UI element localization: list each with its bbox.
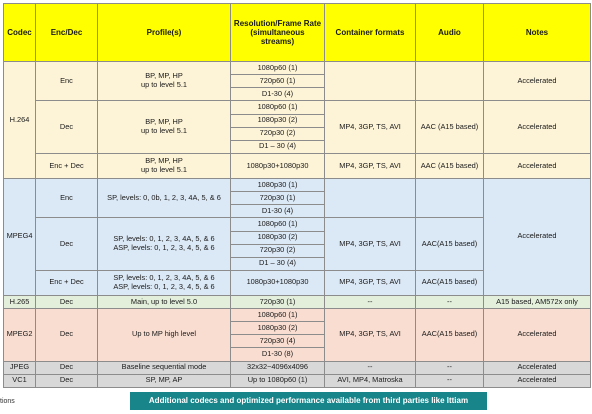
third-party-banner: Additional codecs and optimized performance available from third parties like Ittiam: [130, 392, 487, 410]
audio-cell: AAC (A15 based): [416, 153, 484, 178]
profile-cell: Baseline sequential mode: [98, 361, 231, 374]
codec-cell: H.265: [4, 295, 36, 308]
profile-cell: BP, MP, HP up to level 5.1: [98, 153, 231, 178]
header-profiles: Profile(s): [98, 4, 231, 62]
notes-cell: Accelerated: [484, 361, 591, 374]
codec-cell: MPEG2: [4, 309, 36, 362]
codec-cell: MPEG4: [4, 178, 36, 295]
enc-dec-cell: Dec: [36, 295, 98, 308]
codec-cell: JPEG: [4, 361, 36, 374]
resolution-cell: 1080p30 (1): [231, 178, 325, 191]
container-cell: [325, 62, 416, 101]
profile-cell: SP, MP, AP: [98, 374, 231, 387]
notes-cell: A15 based, AM572x only: [484, 295, 591, 308]
profile-cell: Main, up to level 5.0: [98, 295, 231, 308]
container-cell: --: [325, 295, 416, 308]
container-cell: MP4, 3GP, TS, AVI: [325, 218, 416, 271]
resolution-cell: 720p30 (1): [231, 295, 325, 308]
footer-fragment-text: tions: [0, 398, 15, 405]
notes-cell: Accelerated: [484, 309, 591, 362]
codec-support-table: [3, 3, 591, 388]
container-cell: AVI, MP4, Matroska: [325, 374, 416, 387]
enc-dec-cell: Dec: [36, 101, 98, 154]
resolution-cell: 1080p60 (1): [231, 62, 325, 75]
table-row: [4, 361, 591, 374]
header-container: Container formats: [325, 4, 416, 62]
resolution-cell: 1080p30 (2): [231, 114, 325, 127]
codec-cell: H.264: [4, 62, 36, 179]
codec-cell: VC1: [4, 374, 36, 387]
container-cell: --: [325, 361, 416, 374]
enc-dec-cell: Enc + Dec: [36, 270, 98, 295]
table-row: [4, 178, 591, 191]
table-row: [4, 295, 591, 308]
resolution-cell: 720p30 (2): [231, 244, 325, 257]
header-row: [4, 4, 591, 62]
notes-cell: Accelerated: [484, 153, 591, 178]
resolution-cell: D1-30 (4): [231, 205, 325, 218]
resolution-cell: 32x32~4096x4096: [231, 361, 325, 374]
resolution-cell: Up to 1080p60 (1): [231, 374, 325, 387]
profile-cell: SP, levels: 0, 0b, 1, 2, 3, 4A, 5, & 6: [98, 178, 231, 217]
resolution-cell: D1 – 30 (4): [231, 257, 325, 270]
resolution-cell: 720p30 (2): [231, 127, 325, 140]
resolution-cell: 720p60 (1): [231, 75, 325, 88]
enc-dec-cell: Dec: [36, 374, 98, 387]
container-cell: MP4, 3GP, TS, AVI: [325, 101, 416, 154]
table-row: [4, 62, 591, 75]
container-cell: MP4, 3GP, TS, AVI: [325, 270, 416, 295]
profile-cell: BP, MP, HP up to level 5.1: [98, 62, 231, 101]
notes-cell: Accelerated: [484, 62, 591, 101]
profile-cell: SP, levels: 0, 1, 2, 3, 4A, 5, & 6 ASP, levels: 0, 1, 2, 3, 4, 5, & 6: [98, 270, 231, 295]
profile-cell: SP, levels: 0, 1, 2, 3, 4A, 5, & 6 ASP, levels: 0, 1, 2, 3, 4, 5, & 6: [98, 218, 231, 271]
audio-cell: AAC(A15 based): [416, 218, 484, 271]
notes-cell: Accelerated: [484, 374, 591, 387]
notes-cell: Accelerated: [484, 178, 591, 295]
table-row: [4, 101, 591, 114]
profile-cell: Up to MP high level: [98, 309, 231, 362]
resolution-cell: 1080p60 (1): [231, 309, 325, 322]
header-audio: Audio: [416, 4, 484, 62]
resolution-cell: 1080p60 (1): [231, 101, 325, 114]
table-row: [4, 309, 591, 322]
resolution-cell: 1080p30+1080p30: [231, 153, 325, 178]
audio-cell: --: [416, 361, 484, 374]
header-notes: Notes: [484, 4, 591, 62]
container-cell: MP4, 3GP, TS, AVI: [325, 309, 416, 362]
enc-dec-cell: Enc + Dec: [36, 153, 98, 178]
audio-cell: AAC (A15 based): [416, 101, 484, 154]
audio-cell: AAC(A15 based): [416, 270, 484, 295]
container-cell: [325, 178, 416, 217]
header-codec: Codec: [4, 4, 36, 62]
header-resolution: Resolution/Frame Rate (simultaneous streams): [231, 4, 325, 62]
header-enc-dec: Enc/Dec: [36, 4, 98, 62]
audio-cell: --: [416, 374, 484, 387]
resolution-cell: D1-30 (4): [231, 88, 325, 101]
profile-cell: BP, MP, HP up to level 5.1: [98, 101, 231, 154]
enc-dec-cell: Dec: [36, 218, 98, 271]
container-cell: MP4, 3GP, TS, AVI: [325, 153, 416, 178]
audio-cell: AAC(A15 based): [416, 309, 484, 362]
enc-dec-cell: Enc: [36, 62, 98, 101]
resolution-cell: D1 – 30 (4): [231, 140, 325, 153]
table-row: [4, 374, 591, 387]
resolution-cell: 1080p30 (2): [231, 231, 325, 244]
enc-dec-cell: Dec: [36, 309, 98, 362]
resolution-cell: 720p30 (4): [231, 335, 325, 348]
notes-cell: Accelerated: [484, 101, 591, 154]
resolution-cell: 1080p60 (1): [231, 218, 325, 231]
audio-cell: [416, 62, 484, 101]
resolution-cell: 1080p30 (2): [231, 322, 325, 335]
resolution-cell: D1-30 (8): [231, 348, 325, 361]
audio-cell: [416, 178, 484, 217]
enc-dec-cell: Dec: [36, 361, 98, 374]
enc-dec-cell: Enc: [36, 178, 98, 217]
resolution-cell: 1080p30+1080p30: [231, 270, 325, 295]
audio-cell: --: [416, 295, 484, 308]
resolution-cell: 720p30 (1): [231, 192, 325, 205]
